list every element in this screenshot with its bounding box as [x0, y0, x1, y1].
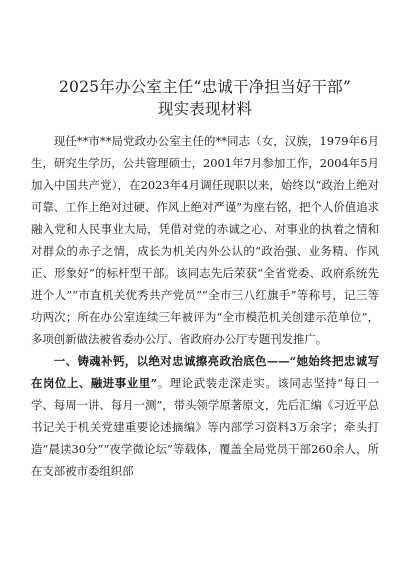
- title-line-2: 现实表现材料: [157, 100, 253, 118]
- paragraph-section-1: [31, 350, 379, 482]
- paragraph-intro: 现任**市**局党政办公室主任的**同志（女，汉族，1979年6月生，研究生学历，公共管理硕士，2001年7月参加工作，2004年5月加入中国共产党），在2023年4月调任现职以来，始终以“政治上绝对可靠、工作上绝对过硬、作风上绝对严谨”为座右铭，把个人价值追求融入党和人民事业大局，凭借对党的赤诚之心、对事业的执着之情和对群众的赤子之情，成长为机关内外公认的“政治强、业务精、作风正、形象好”的标杆型干部。该同志先后荣获“全省党委、政府系统先进个人”“市直机关优秀共产党员”“全市三八红旗手”等称号，记三等功两次；所在办公室连续三年被评为“全市模范机关创建示范单位”，多项创新做法被省委办公厅、省政府办公厅专题刊发推广。: [31, 134, 379, 346]
- title-line-1: 2025年办公室主任“忠诚干净担当好干部”: [59, 78, 351, 96]
- section-1-body: 。理论武装走深走实。该同志坚持“每日一学、每周一讲、每月一测”，带头领学原著原文，先后汇编《习近平总书记关于机关党建重要论述摘编》等内部学习资料3万余字；牵头打造“晨读30分”“夜学微论坛”等载体，覆盖全局党员干部260余人，所在支部被市委组织部: [31, 376, 379, 478]
- document-title: [31, 76, 379, 120]
- section-1-heading: 一、铸魂补钙，以绝对忠诚擦亮政治底色——“她始终把忠诚写在岗位上、融进事业里”: [31, 354, 379, 390]
